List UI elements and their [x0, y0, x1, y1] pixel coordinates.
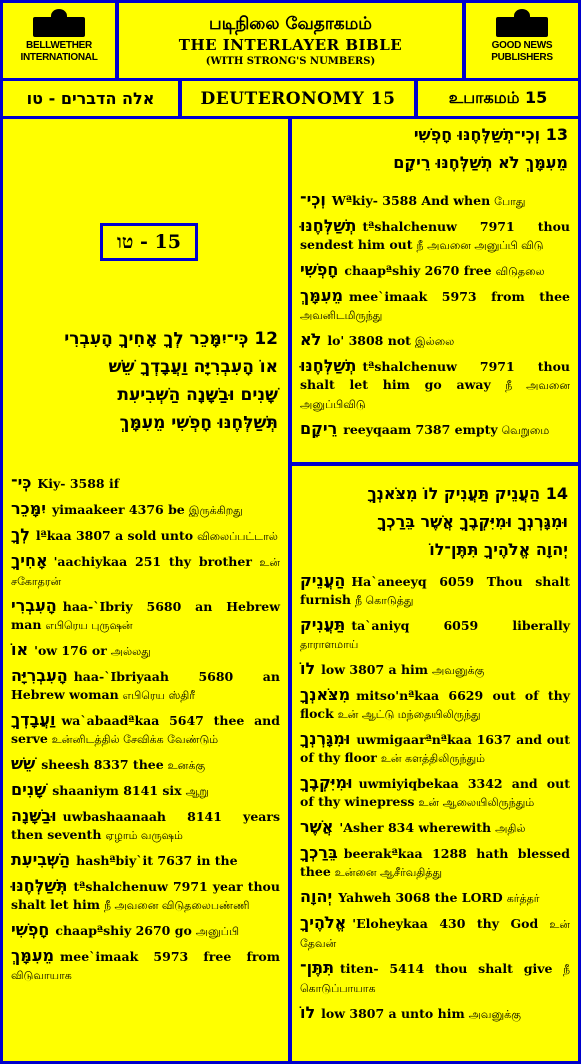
hebrew-word: לְךָ	[11, 525, 30, 544]
word-entry	[300, 818, 570, 838]
hebrew-word: תְשַׁלְּחֶנּוּ	[300, 216, 357, 235]
word-entry	[11, 526, 280, 546]
good-news-logo-line2: PUBLISHERS	[491, 52, 553, 63]
tamil-gloss: அனுப்பி	[195, 925, 239, 938]
good-news-logo	[466, 3, 578, 78]
title-block	[119, 3, 462, 78]
tamil-gloss: அவனிடமிருந்து	[300, 309, 383, 322]
word-entry	[11, 755, 280, 775]
tamil-gloss: உன்னிடத்தில் சேவிக்க வேண்டும்	[51, 733, 219, 746]
word-entry	[11, 552, 280, 591]
hebrew-word: אֲשֶׁר	[300, 817, 334, 836]
word-entry	[11, 597, 280, 635]
tamil-gloss: இருக்கிறது	[188, 504, 243, 517]
verse-14-panel	[292, 466, 578, 1061]
hebrew-word: לֹא	[300, 330, 322, 349]
word-entry	[11, 500, 280, 520]
chapter-number-box	[100, 223, 198, 261]
word-entry	[300, 261, 570, 281]
title-subtitle: (WITH STRONG'S NUMBERS)	[205, 56, 376, 67]
transliteration-gloss: 'aachiykaa 251 thy brother	[53, 554, 252, 569]
tamil-gloss: உன் களத்திலிருந்தும்	[380, 752, 486, 765]
hebrew-word: מִצֹּאנְךָ	[300, 685, 351, 704]
transliteration-gloss: Yahweh 3068 the LORD	[338, 890, 503, 905]
transliteration-gloss: uwbashaanaah 8141 years then seventh	[11, 809, 280, 842]
hebrew-word: אָחִיךָ	[11, 551, 48, 570]
transliteration-gloss: 'Eloheykaa 430 thy God	[352, 916, 539, 931]
hebrew-word: לוֹ	[300, 659, 316, 678]
tamil-gloss: நீ அவனை விடுதலைபண்ணி	[103, 899, 250, 912]
hebrew-word: שָׁנִים	[11, 780, 47, 799]
hebrew-word: יְהוָה	[300, 887, 333, 906]
word-entry	[300, 914, 570, 953]
word-entry	[300, 660, 570, 680]
verse-13-panel	[292, 119, 578, 462]
word-entry	[11, 781, 280, 801]
transliteration-gloss: yimaakeer 4376 be	[51, 502, 185, 517]
tamil-book-label: உபாகமம் 15	[418, 81, 578, 116]
transliteration-gloss: reeyqaam 7387 empty	[343, 422, 498, 437]
transliteration-gloss: 'Asher 834 wherewith	[339, 820, 492, 835]
tamil-gloss: தாராளமாய்	[300, 638, 359, 651]
word-entry	[11, 711, 280, 749]
word-entry	[11, 667, 280, 705]
bellwether-logo-line2: INTERNATIONAL	[20, 52, 98, 63]
good-news-logo-line1: GOOD NEWS	[491, 40, 553, 51]
transliteration-gloss: mitso'nªkaa 6629 out of thy flock	[300, 688, 570, 721]
tamil-gloss: எபிரெய ஸ்திரீ	[122, 689, 195, 702]
transliteration-gloss: titen- 5414 thou shalt give	[340, 961, 553, 976]
transliteration-gloss: uwmiyiqbekaa 3342 and out of thy winepress	[300, 776, 570, 809]
hebrew-word: תִּתֶּן־	[300, 958, 334, 977]
verse-12-line-1: 12 כִּֽי־יִמָּכֵר לְךָ אָחִיךָ הָעִבְרִי	[64, 329, 278, 349]
transliteration-gloss: chaapªshiy 2670 go	[55, 923, 192, 938]
transliteration-gloss: tªshalchenuw 7971 year thou shalt let him	[11, 879, 280, 912]
hebrew-word: תְשַׁלְּחֶנּוּ	[300, 356, 357, 375]
transliteration-gloss: haa-`Ibriy 5680 an Hebrew man	[11, 599, 280, 632]
tamil-gloss: விலைப்பட்டால்	[197, 530, 278, 543]
verse-13-word-list	[300, 191, 570, 446]
word-entry	[11, 851, 280, 871]
word-entry	[11, 921, 280, 941]
tamil-gloss: நீ அவனை அனுப்பிவிடு	[300, 379, 570, 411]
word-entry	[300, 616, 570, 654]
hebrew-word: וּמִיִּקְבֶךָ	[300, 773, 353, 792]
verse-14-line-1: 14 הַעֲנֵיק תַּעֲנִיק לוֹ מִצֹּאנְךָ	[367, 484, 568, 503]
tamil-gloss: விடுவாயாக	[11, 969, 72, 982]
word-entry	[300, 217, 570, 255]
tamil-gloss: அவனுக்கு	[432, 664, 485, 677]
verse-14-word-list	[300, 572, 570, 1030]
tamil-gloss: அல்லது	[110, 645, 151, 658]
transliteration-gloss: tªshalchenuw 7971 thou shalt let him go away	[300, 359, 570, 392]
verse-12-panel	[3, 119, 288, 1061]
hebrew-word: הָעִבְרִי	[11, 596, 57, 615]
transliteration-gloss: mee`imaak 5973 from thee	[349, 289, 570, 304]
bell-icon	[33, 17, 85, 37]
transliteration-gloss: uwmigaarªnªkaa 1637 and out of thy floor	[300, 732, 570, 765]
word-entry	[300, 287, 570, 325]
word-entry	[300, 686, 570, 724]
hebrew-word: שֵׁשׁ	[11, 754, 36, 773]
word-entry	[11, 474, 280, 494]
tamil-gloss: அதில்	[495, 822, 526, 835]
word-entry	[300, 730, 570, 768]
tamil-gloss: நீ கொடுத்து	[355, 594, 414, 607]
transliteration-gloss: Kiy- 3588 if	[37, 476, 120, 491]
tamil-gloss: உனக்கு	[167, 759, 206, 772]
verse-13-line-2: מֵעִמָּךְ לֹא תְשַׁלְּחֶנּוּ רֵיקָם	[393, 153, 568, 172]
tamil-gloss: அவனுக்கு	[468, 1008, 521, 1021]
verse-12-line-3: שָׁנִים וּבַשָּׁנָה הַשְּׁבִיעִת	[117, 385, 278, 405]
bellwether-logo	[3, 3, 115, 78]
title-main: THE INTERLAYER BIBLE	[178, 36, 403, 54]
word-entry	[300, 959, 570, 998]
tamil-gloss: இல்லை	[414, 335, 455, 348]
verse-12-word-list	[11, 474, 280, 991]
book-icon	[496, 17, 548, 37]
transliteration-gloss: sheesh 8337 thee	[41, 757, 164, 772]
hebrew-word: רֵיקָם	[300, 419, 338, 438]
hebrew-word: הָעִבְרִיָּה	[11, 666, 68, 685]
word-entry	[300, 357, 570, 414]
word-entry	[11, 807, 280, 845]
tamil-gloss: உன் தேவன்	[300, 918, 570, 950]
hebrew-word: חָפְשִׁי	[300, 260, 339, 279]
tamil-gloss: போது	[494, 195, 526, 208]
word-entry	[300, 572, 570, 610]
transliteration-gloss: low 3807 a him	[321, 662, 429, 677]
hebrew-word: וּבַשָּׁנָה	[11, 806, 57, 825]
transliteration-gloss: shaaniym 8141 six	[52, 783, 182, 798]
transliteration-gloss: haa-`Ibriyaah 5680 an Hebrew woman	[11, 669, 280, 702]
transliteration-gloss: ta`aniyq 6059 liberally	[351, 618, 570, 633]
word-entry	[300, 774, 570, 812]
hebrew-word: לוֹ	[300, 1003, 316, 1022]
word-entry	[300, 1004, 570, 1024]
word-entry	[11, 947, 280, 985]
verse-13-hebrew	[292, 121, 578, 177]
word-entry	[300, 420, 570, 440]
transliteration-gloss: lo' 3808 not	[327, 333, 411, 348]
verse-12-line-2: אוֹ הָעִבְרִיָּה וַעֲבָדְךָ שֵׁשׁ	[108, 357, 278, 377]
transliteration-gloss: beerakªkaa 1288 hath blessed thee	[300, 846, 570, 879]
english-book-label: DEUTERONOMY 15	[182, 81, 414, 116]
tamil-gloss: உன் ஆட்டு மந்தையிலிருந்து	[337, 708, 481, 721]
transliteration-gloss: low 3807 a unto him	[321, 1006, 465, 1021]
transliteration-gloss: tªshalchenuw 7971 thou sendest him out	[300, 219, 570, 252]
word-entry	[300, 844, 570, 882]
hebrew-book-label: אלה הדברים - טו	[3, 81, 178, 116]
hebrew-word: וְכִֽי־	[300, 190, 326, 209]
hebrew-word: וַעֲבָדְךָ	[11, 710, 56, 729]
tamil-gloss: உன்னை ஆசீர்வதித்து	[334, 866, 442, 879]
transliteration-gloss: lªkaa 3807 a sold unto	[35, 528, 194, 543]
verse-14-line-3: יְהוָה אֱלֹהֶיךָ תִּתֶּן־לוֹ	[429, 540, 568, 559]
hebrew-word: תְּשַׁלְּחֶנּוּ	[11, 876, 68, 895]
hebrew-word: חָפְשִׁי	[11, 920, 50, 939]
tamil-gloss: ஏழாம் வருஷம்	[105, 829, 183, 842]
word-entry	[11, 877, 280, 915]
word-entry	[300, 191, 570, 211]
hebrew-word: תַּעֲנִיק	[300, 615, 346, 634]
tamil-gloss: நீ கொடுப்பாயாக	[300, 963, 570, 995]
hebrew-word: הַעֲנֵיק	[300, 571, 346, 590]
hebrew-word: אֱלֹהֶיךָ	[300, 913, 347, 932]
title-tamil: படிநிலை வேதாகமம்	[209, 14, 372, 34]
transliteration-gloss: hashªbiy`it 7637 in the	[76, 853, 238, 868]
hebrew-word: הַשְּׁבִיעִת	[11, 850, 71, 869]
hebrew-word: מֵעִמָּךְ	[300, 286, 344, 305]
word-entry	[300, 888, 570, 908]
tamil-gloss: கர்த்தர்	[506, 892, 540, 905]
bellwether-logo-line1: BELLWETHER	[26, 40, 92, 51]
hebrew-word: יִמָּכֵר	[11, 499, 46, 518]
tamil-gloss: உன் ஆலையிலிருந்தும்	[418, 796, 535, 809]
verse-12-line-4: תְּשַׁלְּחֶנּוּ חָפְשִׁי מֵעִמָּךְ	[119, 413, 278, 433]
verse-14-hebrew	[292, 480, 578, 564]
tamil-gloss: விடுதலை	[495, 265, 545, 278]
word-entry	[300, 331, 570, 351]
verse-14-line-2: וּמִגָּרְנְךָ וּמִיִּקְבֶךָ אֲשֶׁר בֵּרַכְךָ	[377, 512, 568, 531]
hebrew-word: כִּֽי־	[11, 473, 32, 492]
transliteration-gloss: Ha`aneeyq 6059 Thou shalt furnish	[300, 574, 570, 607]
transliteration-gloss: Wªkiy- 3588 And when	[331, 193, 491, 208]
verse-13-line-1: 13 וְכִֽי־תְשַׁלְּחֶנּוּ חָפְשִׁי	[413, 125, 568, 144]
tamil-gloss: எபிரெய புருஷன்	[45, 619, 133, 632]
tamil-gloss: உன் சகோதரன்	[11, 556, 280, 588]
hebrew-word: וּמִגָּרְנְךָ	[300, 729, 351, 748]
hebrew-word: אוֹ	[11, 640, 29, 659]
tamil-gloss: வெறுமை	[501, 424, 550, 437]
tamil-gloss: நீ அவனை அனுப்பி விடு	[416, 239, 544, 252]
chapter-number: 15 - טו	[117, 230, 181, 253]
tamil-gloss: ஆறு	[185, 785, 209, 798]
transliteration-gloss: chaapªshiy 2670 free	[344, 263, 492, 278]
verse-12-hebrew	[3, 325, 288, 437]
word-entry	[11, 641, 280, 661]
hebrew-word: מֵעִמָּךְ	[11, 946, 55, 965]
transliteration-gloss: mee`imaak 5973 free from	[60, 949, 280, 964]
hebrew-word: בֵּרַכְךָ	[300, 843, 338, 862]
transliteration-gloss: 'ow 176 or	[34, 643, 107, 658]
transliteration-gloss: wa`abaadªkaa 5647 thee and serve	[11, 713, 280, 746]
